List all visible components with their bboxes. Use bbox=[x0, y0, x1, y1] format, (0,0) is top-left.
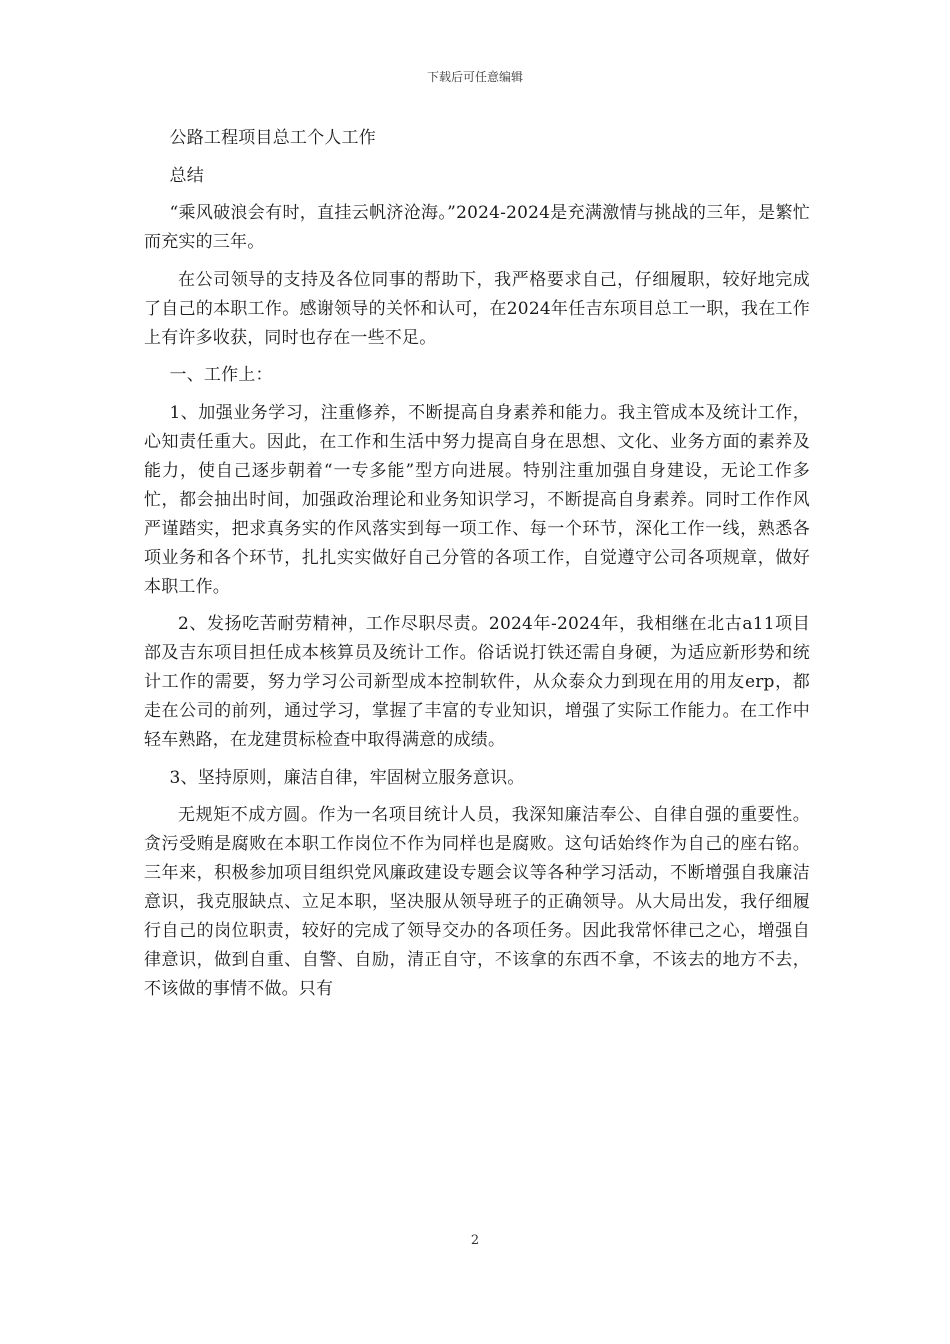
paragraph-item-1: 1、加强业务学习，注重修养，不断提高自身素养和能力。我主管成本及统计工作，心知责任重大。因此，在工作和生活中努力提高自身在思想、文化、业务方面的素养及能力，使自己逐步朝着“一专多能”型方向进展。特别注重加强自身建设，无论工作多忙，都会抽出时间，加强政治理论和业务知识学习，不断提高自身素养。同时工作作风严谨踏实，把求真务实的作风落实到每一项工作、每一个环节，深化工作一线，熟悉各项业务和各个环节，扎扎实实做好自己分管的各项工作，自觉遵守公司各项规章，做好本职工作。 bbox=[144, 402, 810, 597]
section-heading-work: 一、工作上： bbox=[169, 365, 273, 385]
paragraph-thanks: 在公司领导的支持及各位同事的帮助下，我严格要求自己，仔细履职，较好地完成了自己的本职工作。感谢领导的关怀和认可，在2024年任吉东项目总工一职，我在工作上有许多收获，同时也存在一些不足。 bbox=[144, 269, 810, 348]
paragraph-item-3-body: 无规矩不成方圆。作为一名项目统计人员，我深知廉洁奉公、自律自强的重要性。贪污受贿是腐败在本职工作岗位不作为同样也是腐败。这句话始终作为自己的座右铭。三年来，积极参加项目组织党风廉政建设专题会议等各种学习活动，不断增强自我廉洁意识，我克服缺点、立足本职，坚决服从领导班子的正确领导。从大局出发，我仔细履行自己的岗位职责，较好的完成了领导交办的各项任务。因此我常怀律己之心，增强自律意识，做到自重、自警、自励，清正自守，不该拿的东西不拿，不该去的地方不去，不该做的事情不做。只有 bbox=[144, 805, 810, 999]
title-line-1: 公路工程项目总工个人工作 bbox=[169, 128, 376, 148]
paragraph-intro: “乘风破浪会有时，直挂云帆济沧海。”2024-2024是充满激情与挑战的三年，是繁忙而充实的三年。 bbox=[144, 203, 810, 252]
header-note: 下载后可任意编辑 bbox=[426, 70, 523, 84]
page-number: 2 bbox=[470, 1233, 480, 1248]
document-body bbox=[144, 124, 810, 1013]
paragraph-item-3-heading: 3、坚持原则，廉洁自律，牢固树立服务意识。 bbox=[169, 767, 525, 788]
title-line-2: 总结 bbox=[169, 165, 204, 186]
paragraph-item-2: 2、发扬吃苦耐劳精神，工作尽职尽责。2024年-2024年，我相继在北古a11项目部及吉东项目担任成本核算员及统计工作。俗话说打铁还需自身硬，为适应新形势和统计工作的需要，努力学习公司新型成本控制软件，从众泰众力到现在用的用友erp，都走在公司的前列，通过学习，掌握了丰富的专业知识，增强了实际工作能力。在工作中轻车熟路，在龙建贯标检查中取得满意的成绩。 bbox=[144, 614, 810, 750]
